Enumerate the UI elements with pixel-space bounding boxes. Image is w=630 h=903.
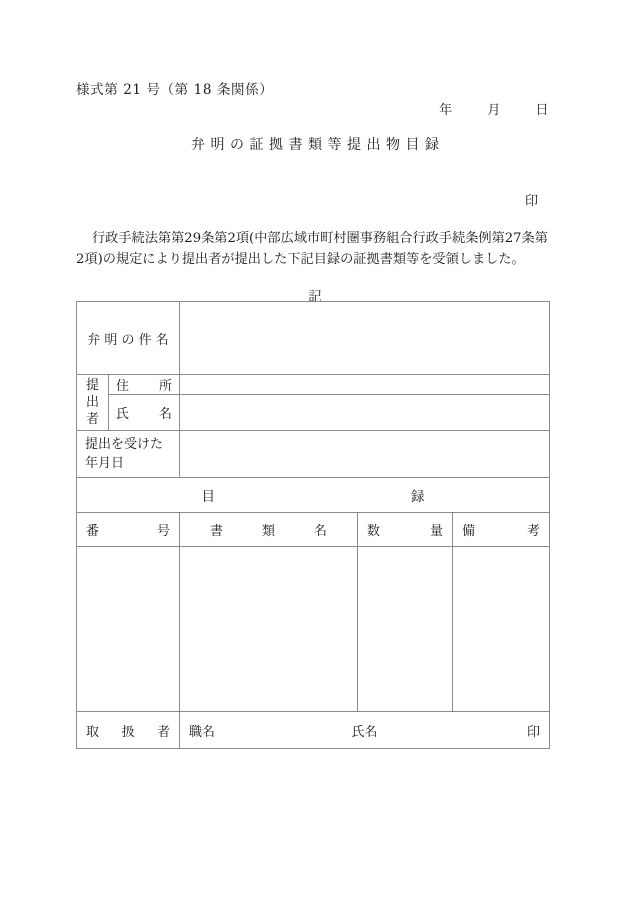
col-doc-char-2: 類	[261, 524, 275, 539]
table-row-submitter-name	[77, 395, 550, 431]
table-row-catalog-banner	[77, 478, 550, 513]
column-header-quantity	[358, 513, 453, 547]
submitter-label-char-2: 出	[85, 395, 99, 410]
date-year-label: 年	[439, 103, 453, 118]
table-row-submitter-address	[77, 375, 550, 395]
name-label-char-2: 名	[158, 407, 172, 422]
catalog-label-char-2: 録	[411, 489, 425, 505]
received-date-label-line-2: 年月日	[85, 456, 125, 471]
handler-label-char-1: 取	[86, 724, 100, 740]
handler-post-label: 職名	[189, 724, 216, 740]
col-qty-char-1: 数	[367, 524, 381, 539]
address-label-char-2: 所	[158, 379, 172, 394]
received-date-label-cell	[77, 431, 180, 478]
form-number: 様式第 21 号（第 18 条関係）	[76, 82, 274, 98]
handler-label	[77, 721, 179, 740]
catalog-banner-cell	[77, 478, 550, 513]
table-row-entries-blank	[77, 547, 550, 712]
name-label	[109, 403, 179, 422]
address-value-cell[interactable]	[180, 375, 550, 395]
col-doc-char-1: 書	[210, 524, 224, 539]
submitter-label-char-3: 者	[85, 412, 99, 427]
handler-fields	[180, 721, 549, 740]
case-name-value-cell[interactable]	[180, 302, 550, 375]
address-label-cell	[109, 375, 180, 395]
handler-name-label: 氏名	[351, 724, 378, 740]
col-doc-char-3: 名	[313, 524, 327, 539]
catalog-label-char-1: 目	[201, 489, 215, 505]
column-header-remarks-label	[453, 520, 549, 539]
column-header-document-name-label	[180, 520, 357, 539]
col-qty-char-2: 量	[429, 524, 443, 539]
handler-label-cell	[77, 712, 180, 749]
handler-value-cell[interactable]	[180, 712, 550, 749]
name-label-char-1: 氏	[116, 407, 130, 422]
submitter-label-char-1: 提	[85, 378, 99, 393]
column-header-number-label	[77, 520, 179, 539]
date-day-label: 日	[535, 103, 549, 118]
handler-label-char-2: 扱	[121, 724, 135, 740]
name-value-cell[interactable]	[180, 395, 550, 431]
issuer-seal-mark: 印	[524, 194, 538, 209]
entry-number-cell[interactable]	[77, 547, 180, 712]
body-paragraph	[76, 228, 552, 270]
received-date-label	[77, 435, 179, 473]
received-date-value-cell[interactable]	[180, 431, 550, 478]
column-header-document-name	[180, 513, 358, 547]
date-line	[0, 99, 549, 118]
column-header-remarks	[453, 513, 550, 547]
col-number-char-1: 番	[86, 524, 100, 539]
catalog-banner-label	[77, 485, 549, 505]
date-month-label: 月	[487, 103, 501, 118]
case-name-label-cell	[77, 302, 180, 375]
submission-catalog-table	[76, 301, 550, 749]
table-row-column-headers	[77, 513, 550, 547]
table-row-handler	[77, 712, 550, 749]
col-remarks-char-1: 備	[462, 524, 476, 539]
page-title: 弁明の証拠書類等提出物目録	[191, 137, 445, 153]
case-name-label: 弁 明 の 件 名	[87, 332, 169, 348]
name-label-cell	[109, 395, 180, 431]
entry-quantity-cell[interactable]	[358, 547, 453, 712]
address-label	[109, 375, 179, 394]
col-number-char-2: 号	[156, 524, 170, 539]
table-row-received-date	[77, 431, 550, 478]
received-date-label-line-1: 提出を受けた	[85, 437, 164, 452]
submitter-label-cell	[77, 375, 109, 431]
column-header-number	[77, 513, 180, 547]
handler-seal-mark: 印	[527, 724, 541, 740]
column-header-quantity-label	[358, 520, 452, 539]
body-line-1: 行政手続法第第29条第2項(中部広域市町村圏事務組合行政手続条例第27条第	[92, 231, 548, 246]
entry-remarks-cell[interactable]	[453, 547, 550, 712]
entry-document-name-cell[interactable]	[180, 547, 358, 712]
body-line-2: 2項)の規定により提出者が提出した下記目録の証拠書類等を受領しました。	[76, 252, 525, 267]
col-remarks-char-2: 考	[527, 524, 541, 539]
submitter-label	[77, 375, 108, 430]
ki-marker: 記	[308, 289, 322, 305]
address-label-char-1: 住	[116, 379, 130, 394]
handler-label-char-3: 者	[156, 724, 170, 740]
table-row-case-name	[77, 302, 550, 375]
